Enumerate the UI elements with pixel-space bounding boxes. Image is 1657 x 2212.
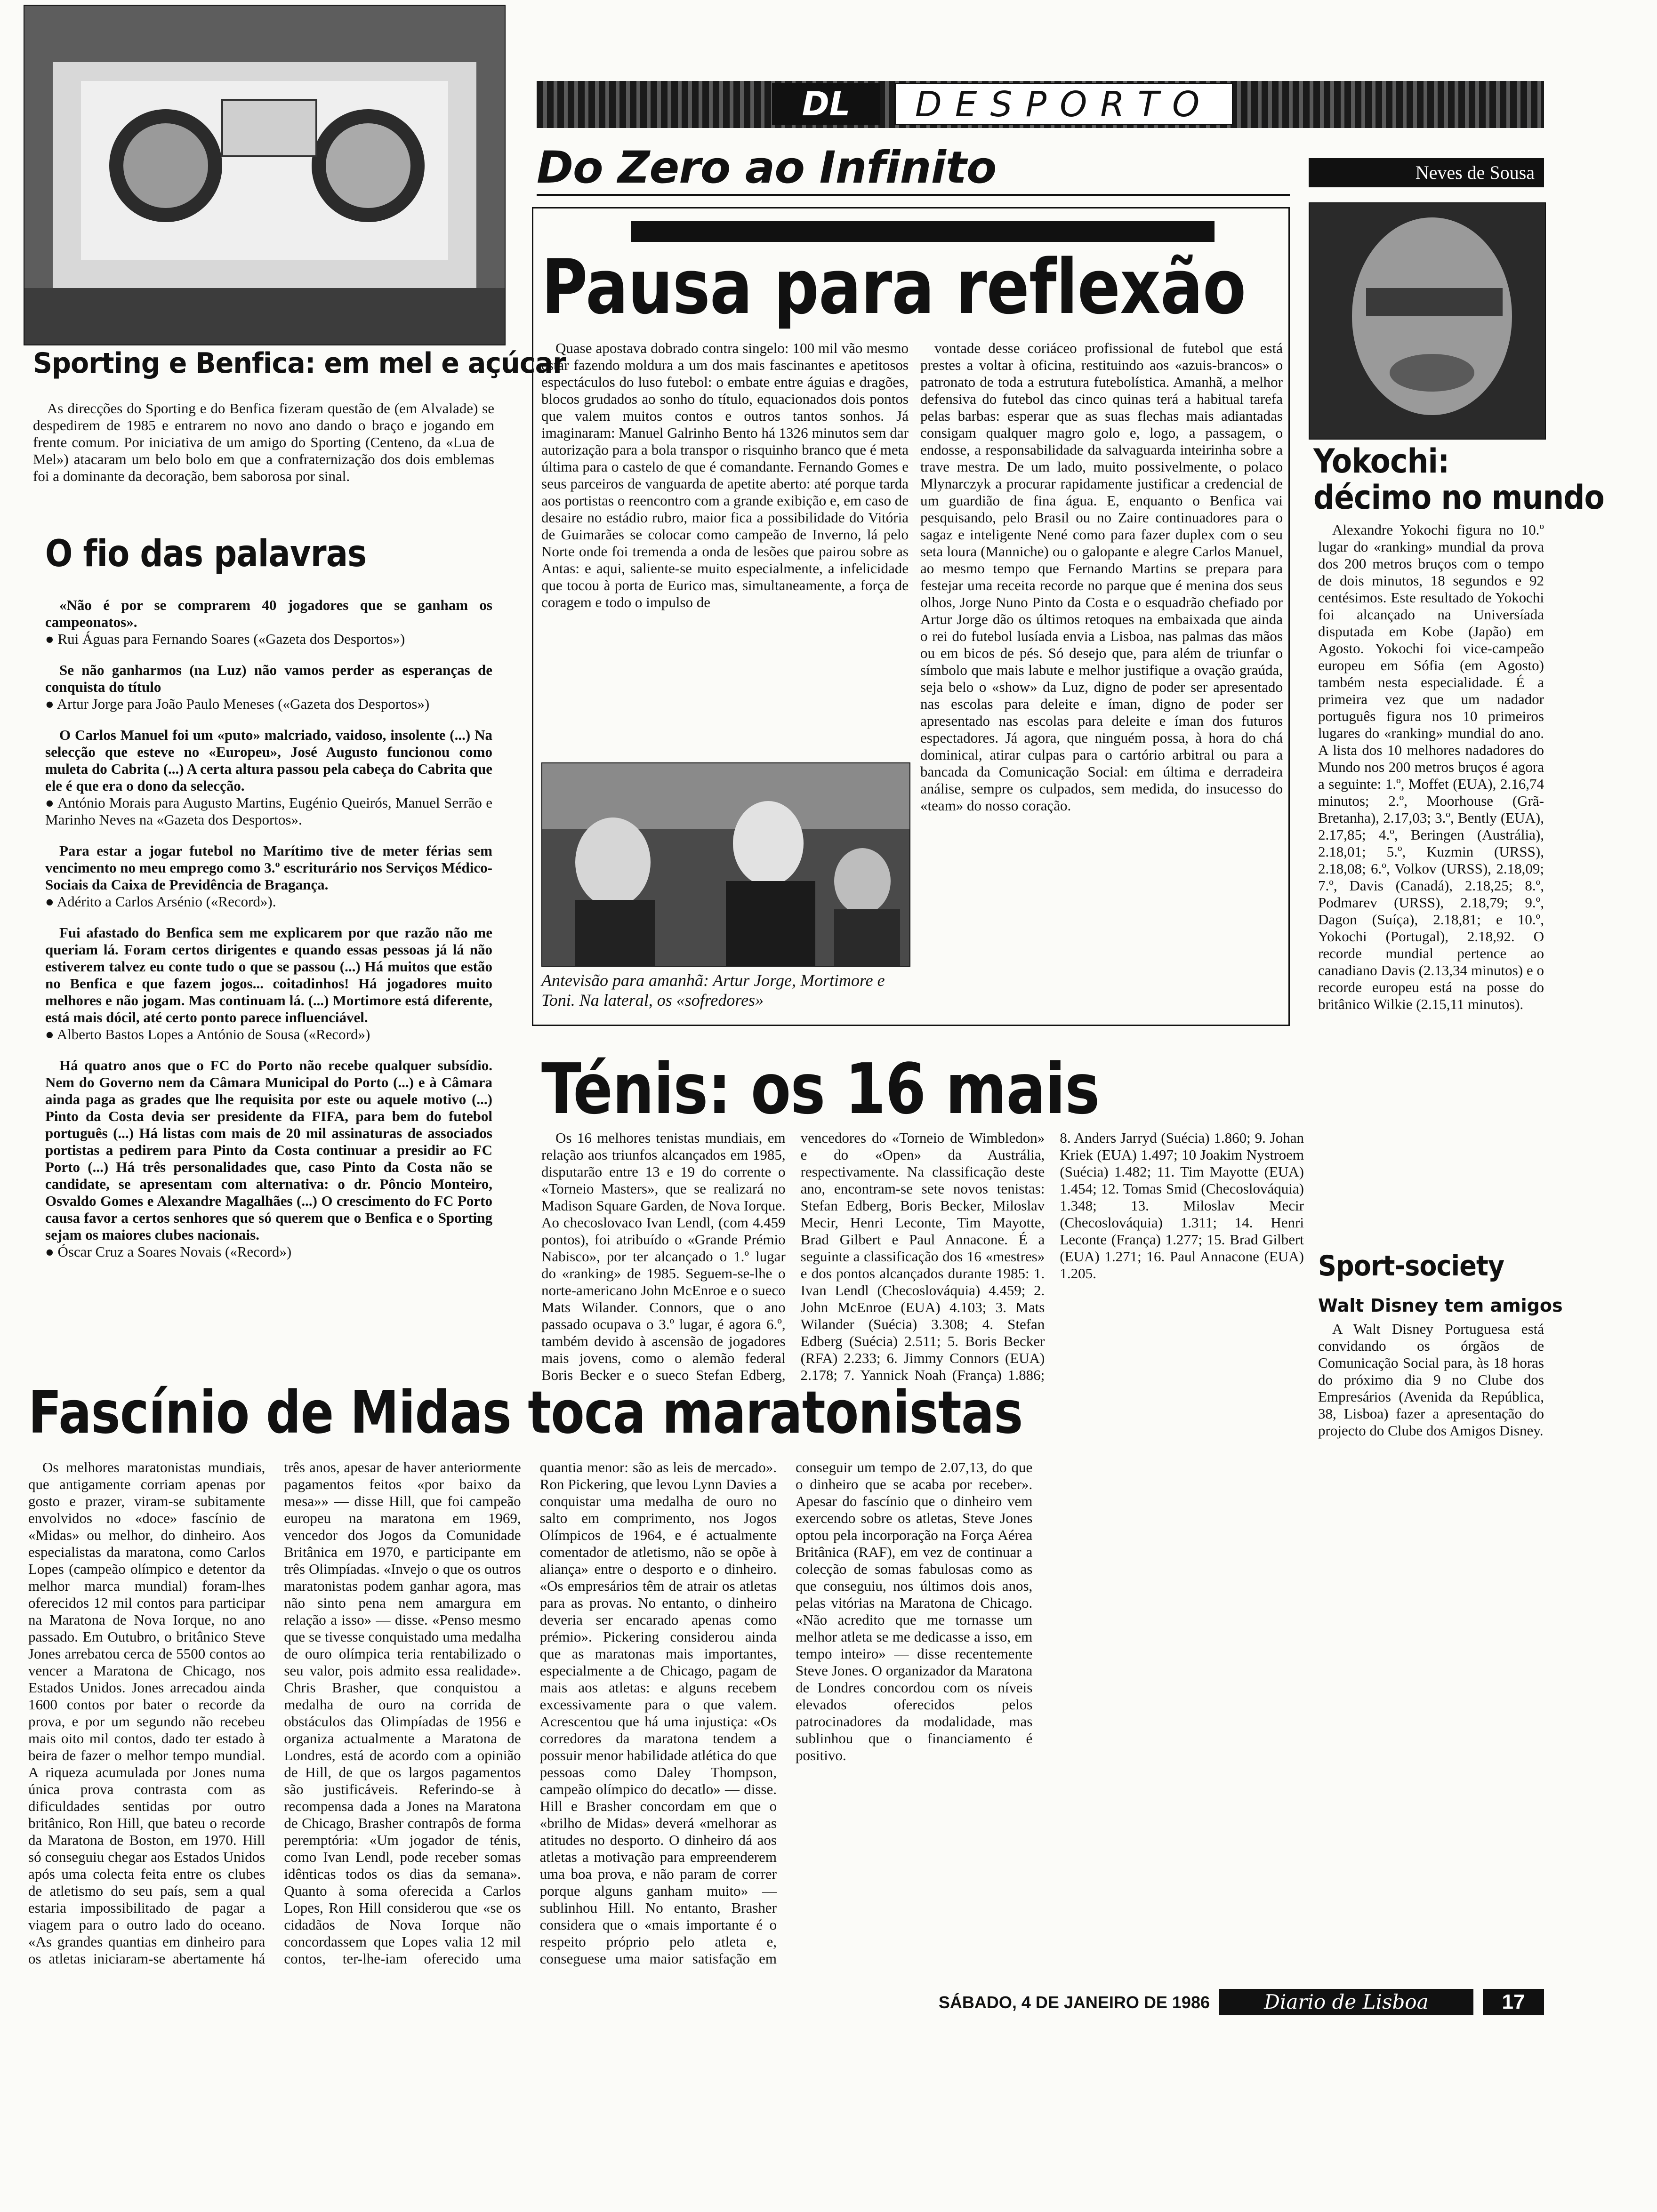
quote-item: Se não ganharmos (na Luz) não vamos perder as esperanças de conquista do título ● Artur Jorge para João Paulo Meneses («Gazeta dos Desportos») bbox=[45, 662, 492, 712]
pausa-headline: Pausa para reflexão bbox=[541, 243, 1246, 331]
pausa-col2: vontade desse coriáceo profissional de futebol que está prestes a voltar à oficina, restituindo aos «azuis-brancos» o patronato de toda a estrutura futebolística. Amanhã, a melhor defensiva do futebol das cinco quinas terá a habitual tarefa pelas barbas: esperar que as suas flechas mais adiantadas consigam qualquer magro golo e, logo, a passagem, o endosse, a responsabilidade da salvaguarda inteirinha sobre a trave mestra. De um lado, muito possivelmente, o polaco Mlynarczyk a procurar rapidamente justificar a credencial de um guardião de fina água. E, enquanto o Benfica vai pesquisando, pelo Brasil ou no Zaire continuadores para o sagaz e inteligente Nené como para fazer duplex com o seu seta loura (Manniche) ou o galopante e alegre Carlos Manuel, ao mesmo tempo que Fernando Martins se prepara para festejar uma receita recorde no parque que é menina dos seus olhos, Jorge Nuno Pinto da Costa e o esquadrão chefiado por Artur Jorge dão os últimos retoques na embaixada que ainda o rei do futebol lusíada envia a Lisboa, nas palmas das mãos ou em bicos de pés. Só desejo que, para além de triunfar o símbolo que mais labute e melhor justifique a ovação graúda, seja belo o «show» da Luz, digno de poder ser apresentado nas escolas para deleite e íman, digno de poder ser apresentado nas escolas para deleite e íman dos futuros espectadores. Já agora, que ninguém possa, à hora do chá dominical, atirar culpas para o cartório arbitral ou para a bancada da Comunicação Social: em última e derradeira análise, sempre os culpados, sem medida, do insucesso do «team» do nosso coração. bbox=[920, 340, 1283, 814]
sport-society-body: A Walt Disney Portuguesa está convidando os órgãos de Comunicação Social para, às 18 horas do próximo dia 9 no Clube dos Empresários (Avenida da República, 38, Lisboa) fazer a apresentação do projecto do Clube dos Amigos Disney. bbox=[1318, 1321, 1544, 1439]
fio-headline: O fio das palavras bbox=[45, 533, 367, 575]
pausa-caption: Antevisão para amanhã: Artur Jorge, Mortimore e Toni. Na lateral, os «sofredores» bbox=[541, 971, 885, 1010]
yokochi-photo bbox=[1309, 202, 1546, 440]
header-rule bbox=[537, 194, 1290, 196]
footer-date: SÁBADO, 4 DE JANEIRO DE 1986 bbox=[938, 1993, 1210, 2012]
cake-photo bbox=[24, 5, 506, 345]
pausa-col1: Quase apostava dobrado contra singelo: 100 mil vão mesmo estar fazendo moldura a um dos mais fascinantes e apetitosos espectáculos do luso futebol: o embate entre águias e dragões, blocos grudados ao sonho do título, equacionados dois pontos que valem muitos contos e outros tantos sonhos. Já imaginaram: Manuel Galrinho Bento há 1326 minutos sem dar autorização para a bola transpor o risquinho branco que é meta última para o castelo de que é comandante. Fernando Gomes e seus parceiros de vanguarda de apetite aberto: até porque tarda aos portistas o reencontro com a grande exibição e, em caso de desaire no estádio rubro, maior fica a possibilidade do Vitória de Guimarães se colocar como campeão de Inverno, lá pelo Norte onde foi tremenda a onda de lesões que pairou sobre as Antas: e aqui, saliente-se muito especialmente, a infelicidade que tocou à porta de Eurico mas, simultaneamente, a força de coragem e todo o impulso de bbox=[541, 340, 909, 610]
sporting-body: As direcções do Sporting e do Benfica fizeram questão de (em Alvalade) se despedirem de 1985 e entrarem no novo ano dando o braço e jogando em frente comum. Por iniciativa de um amigo do Sporting (Centeno, da «Lua de Mel») atacaram um belo bolo em que a confraternização dos dois emblemas foi a dominante da decoração, bem saborosa por sinal. bbox=[33, 400, 494, 484]
tenis-headline: Ténis: os 16 mais bbox=[541, 1049, 1100, 1130]
section-logo: DL bbox=[772, 83, 880, 125]
quote-item: Para estar a jogar futebol no Marítimo tive de meter férias sem vencimento no meu emprego como 3.º escriturário nos Serviços Médico-Sociais da Caixa de Previdência de Bragança. ● Adérito a Carlos Arsénio («Record»). bbox=[45, 842, 492, 910]
section-title: DESPORTO bbox=[894, 83, 1233, 125]
midas-body: Os melhores maratonistas mundiais, que antigamente corriam apenas por gosto e prazer, viram-se subitamente envolvidos no «doce» fascínio de «Midas» ou melhor, do dinheiro. Aos especialistas da maratona, como Carlos Lopes (campeão olímpico e detentor da melhor marca mundial) foram-lhes oferecidos 12 mil contos para participar na Maratona de Nova Iorque, no ano passado. Em Outubro, o britânico Steve Jones arrebatou cerca de 5500 contos ao vencer a Maratona de Chicago, nos Estados Unidos. Jones arrecadou ainda 1600 contos por bater o recorde da prova, e por um segundo não recebeu mais oito mil contos, dado ter estado à beira de fazer o melhor tempo mundial. A riqueza acumulada por Jones numa única prova contrasta com as dificuldades sentidas por outro britânico, Ron Hill, que bateu o recorde da Maratona de Boston, em 1970. Hill só conseguiu chegar aos Estados Unidos após uma colecta feita entre os clubes de atletismo do seu país, sem a qual estaria impossibilitado de pagar a viagem para o outro lado do oceano. «As grandes quantias em dinheiro para os atletas iniciaram-se abertamente há três anos, apesar de haver anteriormente pagamentos feitos «por baixo da mesa»» — disse Hill, que foi campeão europeu na maratona em 1969, vencedor dos Jogos da Comunidade Britânica em 1970, e participante em três Olimpíadas. «Invejo o que os outros maratonistas podem ganhar agora, mas não sinto pena nem amargura em relação a isso» — disse. «Penso mesmo que se tivesse conquistado uma medalha de ouro olímpica teria rentabilizado o seu valor, pois admito essa realidade». Chris Brasher, que conquistou a medalha de ouro na corrida de obstáculos das Olimpíadas de 1956 e organiza actualmente a Maratona de Londres, está de acordo com a opinião de Hill, de que os largos pagamentos são justificáveis. Referindo-se à recompensa dada a Jones na Maratona de Chicago, Brasher contrapôs de forma peremptória: «Um jogador de ténis, como Ivan Lendl, pode receber somas idênticas todos os dias da semana». Quanto à soma oferecida a Carlos Lopes, Ron Hill considerou que «se os cidadãos de Nova Iorque não concordassem que Lopes valia 12 mil contos, ter-lhe-iam oferecido uma quantia menor: são as leis de mercado». Ron Pickering, que levou Lynn Davies a conquistar uma medalha de ouro no salto em comprimento, nos Jogos Olímpicos de 1964, e é actualmente comentador de atletismo, não se opõe à aliança» entre o desporto e o dinheiro. «Os empresários têm de atrair os atletas para as provas. No entanto, o dinheiro deveria ser encarado apenas como prémio». Pickering considerou ainda que as maratonas mais importantes, especialmente a de Chicago, pagam de mais aos atletas: e alguns recebem excessivamente para o que valem. Acrescentou que há uma injustiça: «Os corredores da maratona tendem a possuir menor habilidade atlética do que pessoas como Daley Thompson, campeão olímpico do decatlo» — disse. Hill e Brasher concordam em que o «brilho de Midas» deverá «melhorar as atitudes no desporto. O dinheiro dá aos atletas a motivação para empreenderem uma boa prova, e não param de correr porque alguns ganham muito» — sublinhou Hill. No entanto, Brasher considera que o «mais importante é o respeito próprio pelo atleta e, conseguese uma maior satisfação em conseguir um tempo de 2.07,13, do que o dinheiro que se acaba por receber». Apesar do fascínio que o dinheiro vem exercendo sobre os atletas, Steve Jones optou pela incorporação na Força Aérea Britânica (RAF), em vez de continuar a colecção de somas fabulosas como as que conseguiu, nos últimos dois anos, pelas vitórias na Maratona de Chicago. «Não acredito que me tornasse um melhor atleta se me dedicasse a isso, em tempo inteiro» — disse recentemente Steve Jones. O organizador da Maratona de Londres concordou com os níveis elevados oferecidos pelos patrocinadores da modalidade, mas sublinhou que o financiamento é positivo. bbox=[28, 1459, 1033, 1967]
quote-item: Fui afastado do Benfica sem me explicarem por que razão não me queriam lá. Foram certos dirigentes e quando essas pessoas já lá não estiverem talvez eu conte tudo o que se passou (...) Há muitos que estão no Benfica e que fazem jogos... coitadinhos! Há jogadores muito melhores e não jogam. Mas continuam lá. (...) Mortimore está diferente, está mais dócil, até certo ponto parece influenciável. ● Alberto Bastos Lopes a António de Sousa («Record») bbox=[45, 924, 492, 1042]
sporting-headline: Sporting e Benfica: em mel e açúcar bbox=[33, 347, 566, 380]
page-number: 17 bbox=[1483, 1989, 1544, 2015]
fio-quotes bbox=[45, 597, 492, 1274]
footer-masthead: Diario de Lisboa bbox=[1219, 1989, 1473, 2015]
tenis-body: Os 16 melhores tenistas mundiais, em relação aos triunfos alcançados em 1985, disputarão entre 13 e 19 do corrente o «Torneio Masters», que se realizará no Madison Square Garden, de Nova Iorque. Ao checoslovaco Ivan Lendl, (com 4.459 pontos), foi atribuído o «Grande Prémio Nabisco», por ter alcançado o 1.º lugar do «ranking» de 1985. Seguem-se-lhe o norte-americano John McEnroe e o sueco Mats Wilander. Connors, que o ano passado ocupava o 3.º lugar, é agora 6.º, também devido à ascensão de jogadores mais jovens, como o alemão federal Boris Becker e o sueco Stefan Edberg, vencedores do «Torneio de Wimbledon» e do «Open» da Austrália, respectivamente. Na classificação deste ano, encontram-se sete novos tenistas: Stefan Edberg, Boris Becker, Miloslav Mecir, Henri Leconte, Tim Mayotte, Brad Gilbert e Paul Annacone. É a seguinte a classificação dos 16 «mestres» e dos pontos alcançados durante 1985: 1. Ivan Lendl (Checoslováquia) 4.459; 2. John McEnroe (EUA) 4.103; 3. Mats Wilander (Suécia) 3.308; 4. Stefan Edberg (Suécia) 2.511; 5. Boris Becker (RFA) 2.233; 6. Jimmy Connors (EUA) 2.178; 7. Yannick Noah (França) 1.886; 8. Anders Jarryd (Suécia) 1.860; 9. Johan Kriek (EUA) 1.497; 10 Joakim Nystroem (Suécia) 1.482; 11. Tim Mayotte (EUA) 1.454; 12. Tomas Smid (Checoslováquia) 1.348; 13. Miloslav Mecir (Checoslováquia) 1.311; 14. Henri Leconte (França) 1.277; 15. Brad Gilbert (EUA) 1.271; 16. Paul Annacone (EUA) 1.205. bbox=[541, 1130, 1304, 1383]
author-name: Neves de Sousa bbox=[1415, 162, 1535, 183]
coaches-photo bbox=[541, 762, 910, 967]
yokochi-body: Alexandre Yokochi figura no 10.º lugar do «ranking» mundial da prova dos 200 metros bruços com o tempo de dois minutos, 18 segundos e 92 centésimos. Este resultado de Yokochi foi alcançado na Universíada disputada em Kobe (Japão) em Agosto. Yokochi foi vice-campeão europeu em Sófia (em Agosto) também nesta especialidade. É a primeira vez que um nadador português figura nos 10 primeiros lugares do «ranking» mundial do ano. A lista dos 10 melhores nadadores do Mundo nos 200 metros bruços é agora a seguinte: 1.º, Moffet (EUA), 2.16,74 minutos; 2.º, Moorhouse (Grã-Bretanha), 2.17,03; 3.º, Bently (EUA), 2.17,85; 4.º, Beringen (Austrália), 2.18,01; 5.º, Kuzmin (URSS), 2.18,08; 6.º, Volkov (URSS), 2.18,09; 7.º, Davis (Canadá), 2.18,25; 8.º, Podmarev (URSS), 2.18,79; 9.º, Dagon (Suíça), 2.18,81; e 10.º, Yokochi (Portugal), 2.18,92. O recorde mundial pertence ao canadiano Davis (2.13,34 minutos) e o recorde europeu está na posse do britânico Wilkie (2.15,11 minutos). bbox=[1318, 521, 1544, 1012]
quote-item: «Não é por se comprarem 40 jogadores que se ganham os campeonatos». ● Rui Águas para Fernando Soares («Gazeta dos Desportos») bbox=[45, 597, 492, 647]
quote-item: Há quatro anos que o FC do Porto não recebe qualquer subsídio. Nem do Governo nem da Câmara Municipal do Porto (...) e à Câmara ainda paga as grades que lhe requisita por este ou aquele motivo (...) Pinto da Costa devia ser presidente da FIFA, para bem do futebol português (...) Há listas com mais de 20 mil assinaturas de associados portistas a pedirem para Pinto da Costa continuar a presidir ao FC Porto (...) Há três personalidades que, caso Pinto da Costa não se candidate, se apresentam com alternativa: o dr. Pôncio Monteiro, Osvaldo Gomes e Alexandre Magalhães (...) O crescimento do FC Porto causa favor a certos senhores que só querem que o Benfica e o Sporting sejam os maiores clubes nacionais. ● Óscar Cruz a Soares Novais («Record») bbox=[45, 1057, 492, 1260]
midas-headline: Fascínio de Midas toca maratonistas bbox=[28, 1379, 1023, 1447]
quote-item: O Carlos Manuel foi um «puto» malcriado, vaidoso, insolente (...) Na selecção que esteve no «Europeu», José Augusto funcionou como muleta do Cabrita (...) A certa altura passou pela cabeça do Cabrita que ele é que era o dono da selecção. ● António Morais para Augusto Martins, Eugénio Queirós, Manuel Serrão e Marinho Neves na «Gazeta dos Desportos». bbox=[45, 727, 492, 828]
column-title: Do Zero ao Infinito bbox=[537, 142, 997, 193]
pausa-bar bbox=[631, 221, 1215, 242]
yokochi-headline-2: décimo no mundo bbox=[1313, 478, 1604, 517]
sport-society-headline: Sport-society bbox=[1318, 1250, 1504, 1282]
yokochi-headline-1: Yokochi: bbox=[1313, 442, 1449, 481]
sport-society-subhead: Walt Disney tem amigos bbox=[1318, 1295, 1563, 1316]
